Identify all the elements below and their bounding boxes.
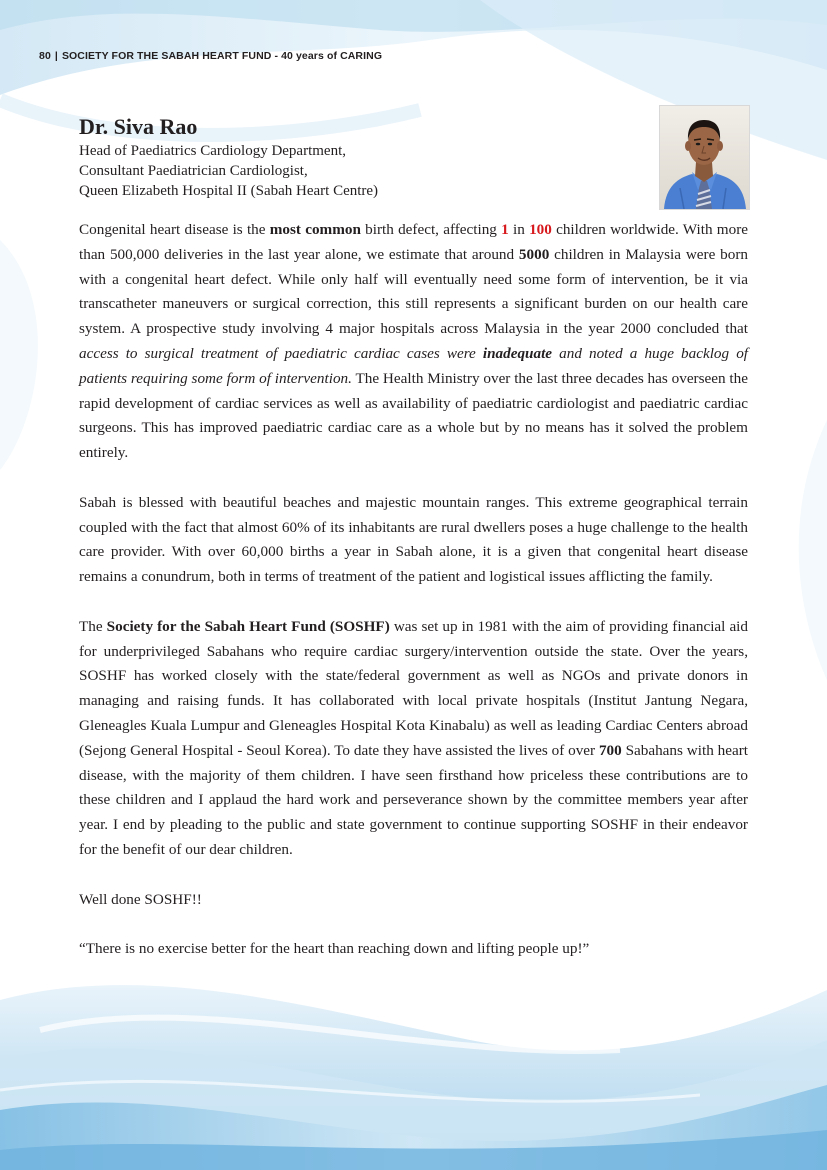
closing-quote: “There is no exercise better for the heart than reaching down and lifting people up!” bbox=[79, 940, 590, 958]
author-role-line: Queen Elizabeth Hospital II (Sabah Heart Centre) bbox=[79, 183, 379, 199]
text-run: children in Malaysia were born with a congenital heart defect. While only half will eventually need some form of intervention, be it via transcatheter maneuvers or surgical correction, this still represents a significant burden on our health care system. A prospective study involving 4 major hospitals across Malaysia in the year 2000 concluded that bbox=[79, 245, 748, 338]
portrait-photo bbox=[659, 105, 750, 210]
page-number: 80 bbox=[39, 50, 51, 62]
text-run: The Health Ministry over the last three decades has overseen the rapid development of cardiac services as well as availability of paediatric cardiologist and paediatric cardiac surgeons. This has improved paediatric cardiac care as a whole but by no means has it solved the problem entirely. bbox=[79, 369, 748, 462]
closing-line: Well done SOSHF!! bbox=[79, 890, 202, 908]
italic-quote: access to surgical treatment of paediatric cardiac cases were bbox=[79, 344, 483, 362]
paragraph: Sabah is blessed with beautiful beaches and majestic mountain ranges. This extreme geographical terrain coupled with the fact that almost 60% of its inhabitants are rural dwellers poses a huge challenge to the health care provider. With over 60,000 births a year in Sabah alone, it is a given that congenital heart disease remains a conundrum, both in terms of treatment of the patient and logistical issues afflicting the family. bbox=[79, 493, 748, 586]
portrait-icon bbox=[660, 106, 749, 209]
author-block bbox=[79, 113, 599, 201]
text-run: Congenital heart disease is the bbox=[79, 221, 270, 238]
text-run: was set up in 1981 with the aim of providing financial aid for underprivileged Sabahans who require cardiac surgery/intervention outside the state. Over the years, SOSHF has worked closely with the state/federal government as well as NGOs and private donors in managing and raising funds. It has collaborated with local private hospitals (Institut Jantung Negara, Gleneagles Kuala Lumpur and Gleneagles Hospital Kota Kinabalu) as well as leading Cardiac Centers abroad (Sejong General Hospital - Seoul Korea). To date they have assisted the lives of over bbox=[79, 617, 748, 759]
highlight-number: 1 bbox=[501, 221, 509, 238]
paragraph bbox=[79, 218, 748, 466]
text-run: Sabahans with heart disease, with the majority of them children. I have seen firsthand how priceless these contributions are to these children and I applaud the hard work and perseverance shown by the committee members year after year. I end by pleading to the public and state government to continue supporting SOSHF in their endeavor for the benefit of our dear children. bbox=[79, 741, 748, 858]
header-title: SOCIETY FOR THE SABAH HEART FUND - 40 years of CARING bbox=[61, 50, 383, 62]
emphasis-text: inadequate bbox=[482, 344, 553, 362]
text-run: children worldwide. With more than 500,000 deliveries in the last year alone, we estimate that around bbox=[79, 221, 749, 263]
emphasis-text: 5000 bbox=[518, 245, 550, 263]
paragraph bbox=[79, 615, 748, 863]
article-body bbox=[79, 218, 748, 987]
emphasis-text: 700 bbox=[598, 741, 622, 759]
highlight-number: 100 bbox=[529, 221, 552, 238]
text-run: The bbox=[79, 617, 107, 635]
emphasis-text: most common bbox=[269, 221, 361, 238]
italic-quote: and noted a huge backlog of patients requiring some form of intervention. bbox=[79, 344, 749, 387]
header-separator: | bbox=[54, 50, 58, 62]
author-role-line: Head of Paediatrics Cardiology Department, bbox=[79, 143, 346, 159]
emphasis-text: Society for the Sabah Heart Fund (SOSHF) bbox=[106, 617, 390, 635]
text-run: birth defect, affecting bbox=[360, 221, 502, 238]
author-name: Dr. Siva Rao bbox=[79, 114, 198, 139]
author-role-line: Consultant Paediatrician Cardiologist, bbox=[79, 163, 308, 179]
page-header bbox=[39, 50, 382, 62]
text-run: in bbox=[508, 221, 530, 238]
